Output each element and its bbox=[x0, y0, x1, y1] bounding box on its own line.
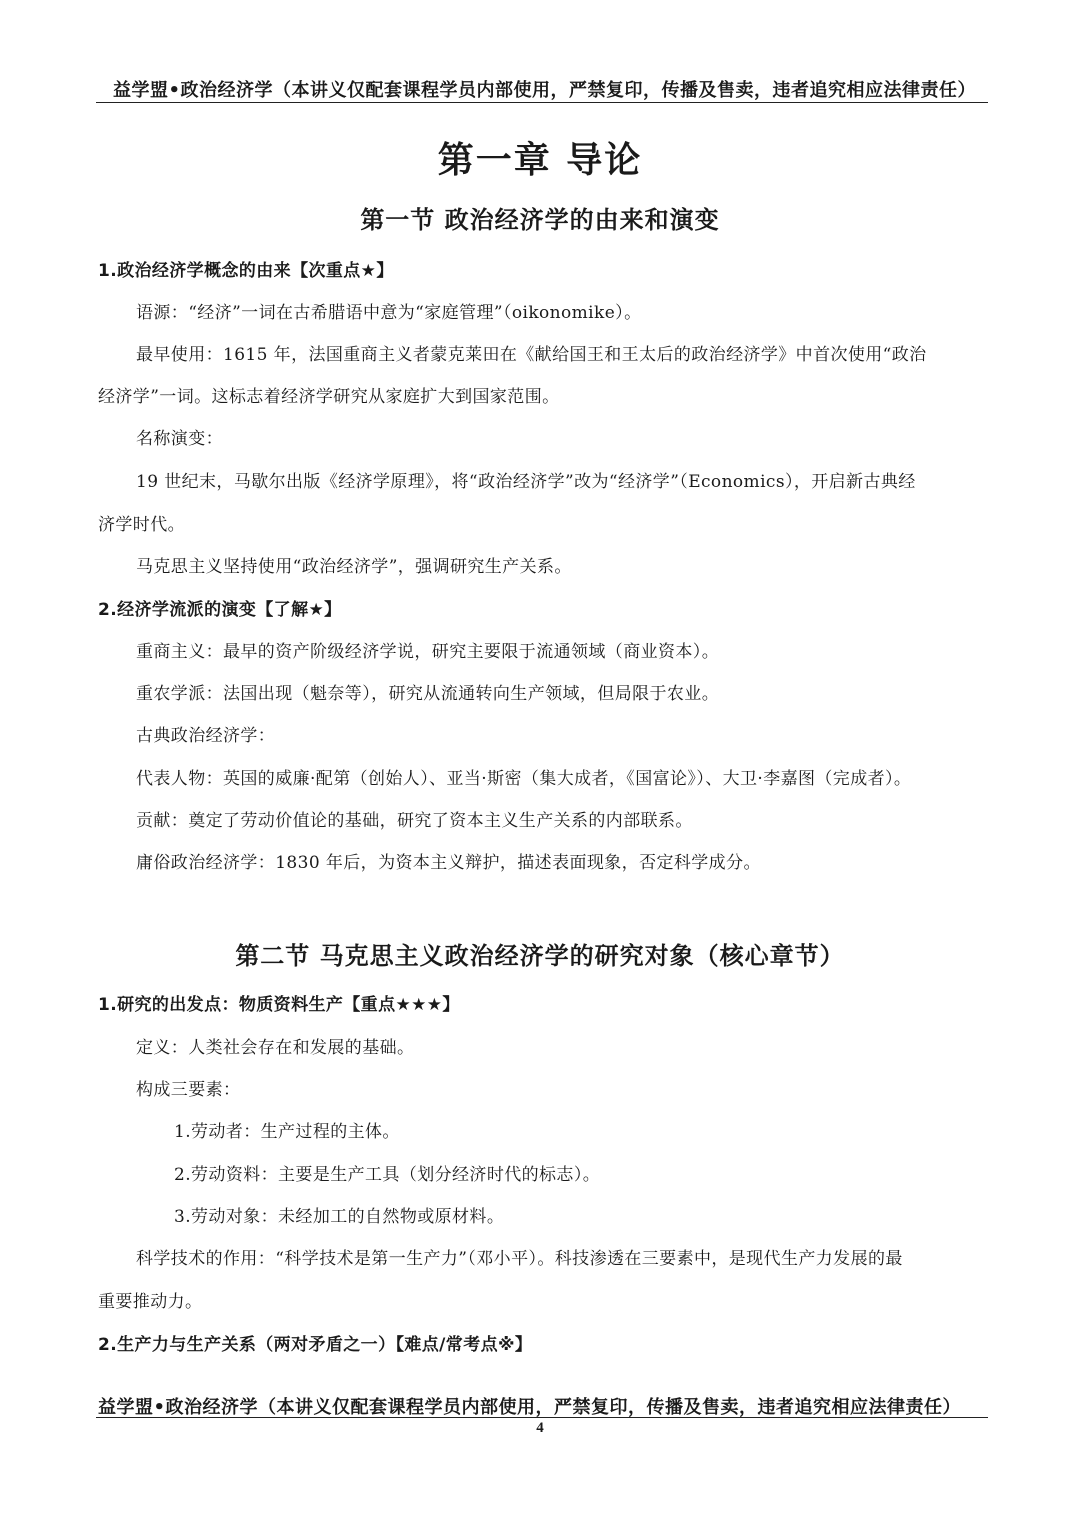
paragraph-contribution: 贡献：奠定了劳动价值论的基础，研究了资本主义生产关系的内部联系。 bbox=[136, 811, 693, 831]
paragraph-marshall-line-1: 19 世纪末，马歇尔出版《经济学原理》，将“政治经济学”改为“经济学”（Economics），开启新古典经 bbox=[136, 472, 916, 492]
footer-rule bbox=[96, 1417, 988, 1418]
list-item-laborer: 1.劳动者：生产过程的主体。 bbox=[174, 1122, 400, 1142]
paragraph-mercantilism: 重商主义：最早的资产阶级经济学说，研究主要限于流通领域（商业资本）。 bbox=[136, 642, 720, 662]
list-item-labor-means: 2.劳动资料：主要是生产工具（划分经济时代的标志）。 bbox=[174, 1165, 601, 1185]
paragraph-first-use-line-2: 经济学”一词。这标志着经济学研究从家庭扩大到国家范围。 bbox=[98, 387, 560, 407]
paragraph-name-evolution: 名称演变： bbox=[136, 429, 223, 449]
page-header: 益学盟•政治经济学（本讲义仅配套课程学员内部使用，严禁复印，传播及售卖，违者追究相应法律责任） bbox=[113, 80, 976, 101]
paragraph-vulgar: 庸俗政治经济学：1830 年后，为资本主义辩护，描述表面现象，否定科学成分。 bbox=[136, 853, 761, 873]
chapter-title: 第一章 导论 bbox=[437, 140, 643, 181]
paragraph-classical: 古典政治经济学： bbox=[136, 726, 276, 746]
paragraph-elements: 构成三要素： bbox=[136, 1080, 241, 1100]
paragraph-etymology: 语源：“经济”一词在古希腊语中意为“家庭管理”（oikonomike）。 bbox=[136, 303, 642, 323]
page-footer: 益学盟•政治经济学（本讲义仅配套课程学员内部使用，严禁复印，传播及售卖，违者追究相应法律责任） bbox=[98, 1397, 961, 1418]
section-1-heading-1: 1.政治经济学概念的由来【次重点★】 bbox=[98, 261, 394, 281]
paragraph-representatives: 代表人物：英国的威廉·配第（创始人）、亚当·斯密（集大成者，《国富论》）、大卫·李嘉图（完成者）。 bbox=[136, 769, 912, 789]
list-item-labor-object: 3.劳动对象：未经加工的自然物或原材料。 bbox=[174, 1207, 505, 1227]
paragraph-marxism: 马克思主义坚持使用“政治经济学”，强调研究生产关系。 bbox=[136, 557, 572, 577]
paragraph-science-line-2: 重要推动力。 bbox=[98, 1292, 203, 1312]
section-2-heading-1: 1.研究的出发点：物质资料生产【重点★★★】 bbox=[98, 995, 460, 1015]
paragraph-definition: 定义：人类社会存在和发展的基础。 bbox=[136, 1038, 415, 1058]
paragraph-science-line-1: 科学技术的作用：“科学技术是第一生产力”（邓小平）。科技渗透在三要素中，是现代生产力发展的最 bbox=[136, 1249, 903, 1269]
paragraph-first-use-line-1: 最早使用：1615 年，法国重商主义者蒙克莱田在《献给国王和王太后的政治经济学》中首次使用“政治 bbox=[136, 345, 927, 365]
page-number: 4 bbox=[536, 1420, 544, 1436]
section-2-heading-2: 2.生产力与生产关系（两对矛盾之一）【难点/常考点※】 bbox=[98, 1335, 533, 1355]
section-2-title: 第二节 马克思主义政治经济学的研究对象（核心章节） bbox=[235, 942, 845, 970]
paragraph-physiocrats: 重农学派：法国出现（魁奈等），研究从流通转向生产领域，但局限于农业。 bbox=[136, 684, 720, 704]
paragraph-marshall-line-2: 济学时代。 bbox=[98, 515, 185, 535]
section-1-title: 第一节 政治经济学的由来和演变 bbox=[360, 206, 720, 234]
section-1-heading-2: 2.经济学流派的演变【了解★】 bbox=[98, 600, 342, 620]
header-rule bbox=[96, 102, 988, 103]
